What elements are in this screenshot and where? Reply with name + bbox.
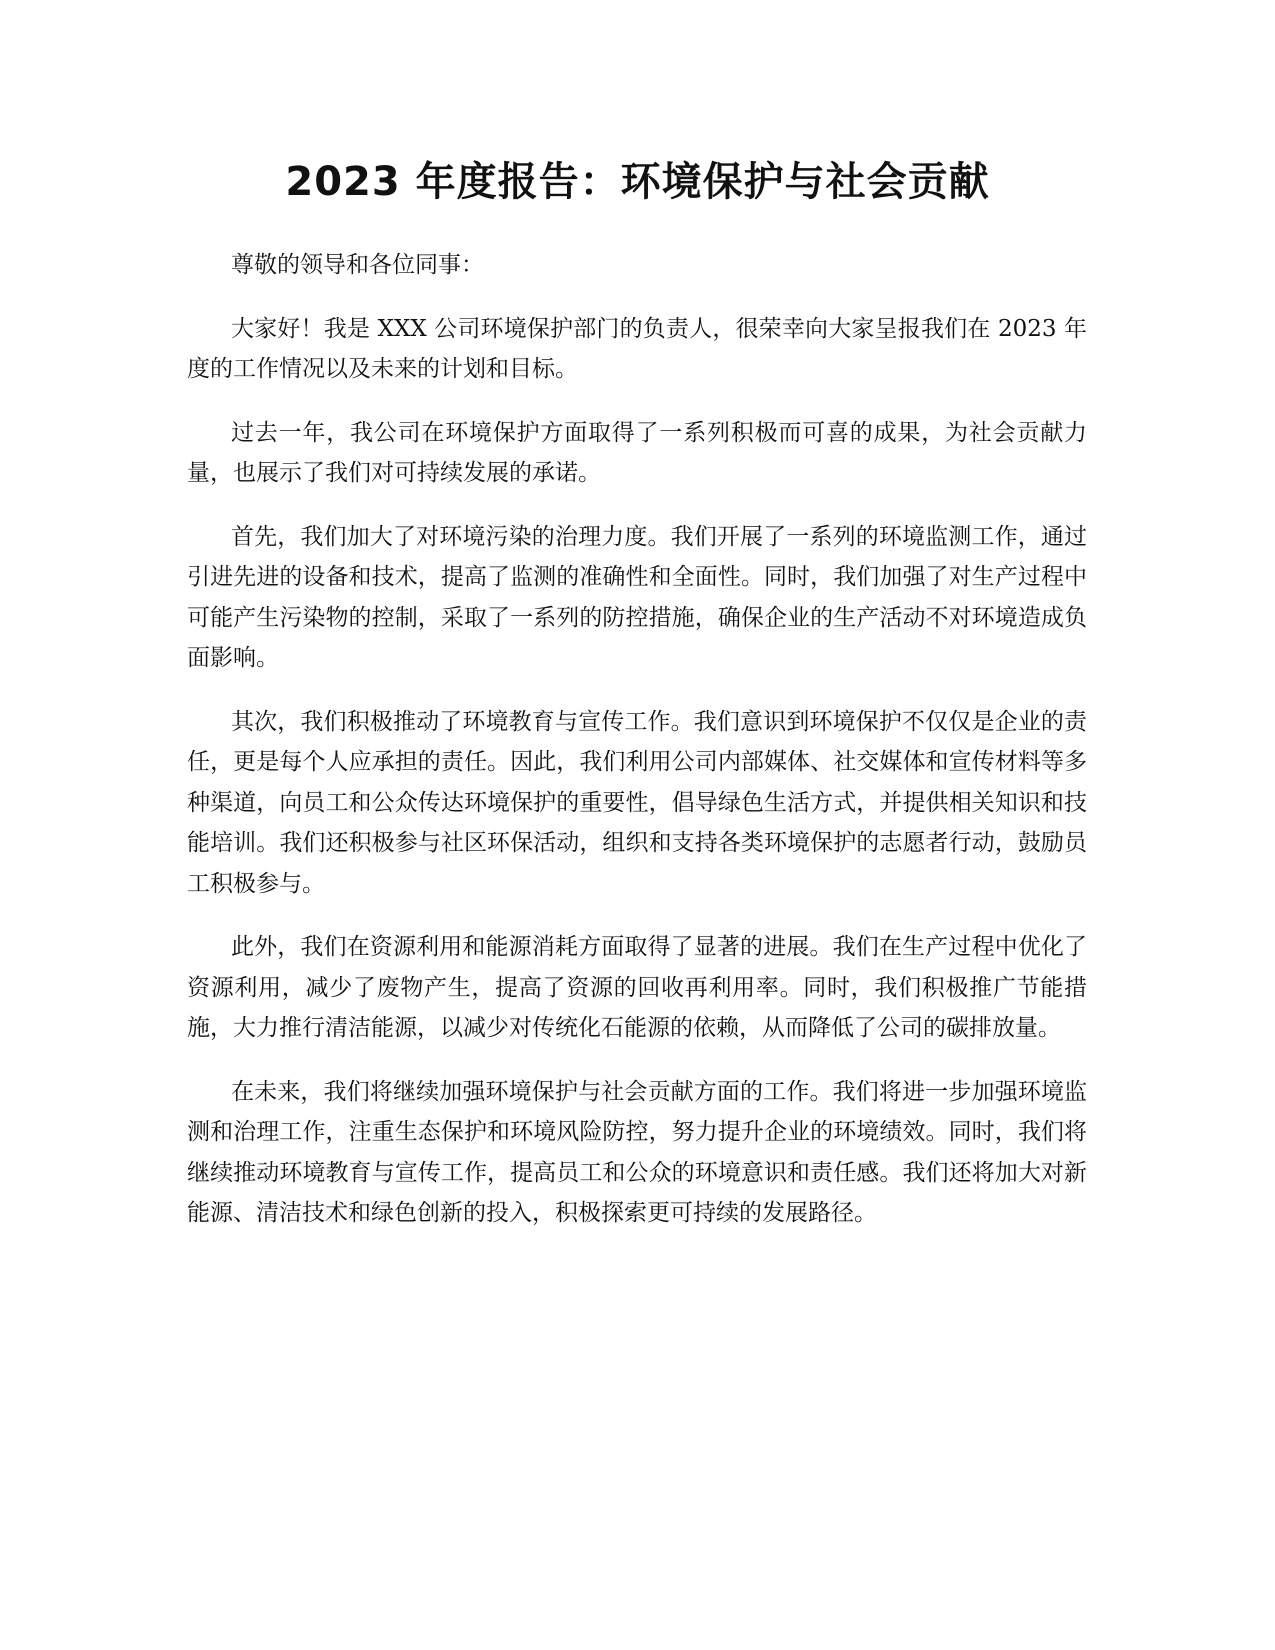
paragraph-resources: 此外，我们在资源利用和能源消耗方面取得了显著的进展。我们在生产过程中优化了资源利用，减少了废物产生，提高了资源的回收再利用率。同时，我们积极推广节能措施，大力推行清洁能源，以减少对传统化石能源的依赖，从而降低了公司的碳排放量。 [187, 934, 1087, 1041]
paragraph-intro: 大家好！我是 XXX 公司环境保护部门的负责人，很荣幸向大家呈报我们在 2023 年度的工作情况以及未来的计划和目标。 [187, 315, 1087, 382]
paragraph-pollution-control: 首先，我们加大了对环境污染的治理力度。我们开展了一系列的环境监测工作，通过引进先进的设备和技术，提高了监测的准确性和全面性。同时，我们加强了对生产过程中可能产生污染物的控制，采取了一系列的防控措施，确保企业的生产活动不对环境造成负面影响。 [187, 523, 1087, 671]
paragraph-overview: 过去一年，我公司在环境保护方面取得了一系列积极而可喜的成果，为社会贡献力量，也展示了我们对可持续发展的承诺。 [187, 419, 1087, 486]
paragraph-education: 其次，我们积极推动了环境教育与宣传工作。我们意识到环境保护不仅仅是企业的责任，更是每个人应承担的责任。因此，我们利用公司内部媒体、社交媒体和宣传材料等多种渠道，向员工和公众传达环境保护的重要性，倡导绿色生活方式，并提供相关知识和技能培训。我们还积极参与社区环保活动，组织和支持各类环境保护的志愿者行动，鼓励员工积极参与。 [187, 708, 1087, 897]
document-title: 2023 年度报告：环境保护与社会贡献 [285, 159, 990, 205]
document-body [187, 245, 1087, 1257]
paragraph-future: 在未来，我们将继续加强环境保护与社会贡献方面的工作。我们将进一步加强环境监测和治理工作，注重生态保护和环境风险防控，努力提升企业的环境绩效。同时，我们将继续推动环境教育与宣传工作，提高员工和公众的环境意识和责任感。我们还将加大对新能源、清洁技术和绿色创新的投入，积极探索更可持续的发展路径。 [187, 1078, 1087, 1226]
salutation: 尊敬的领导和各位同事： [231, 252, 484, 278]
